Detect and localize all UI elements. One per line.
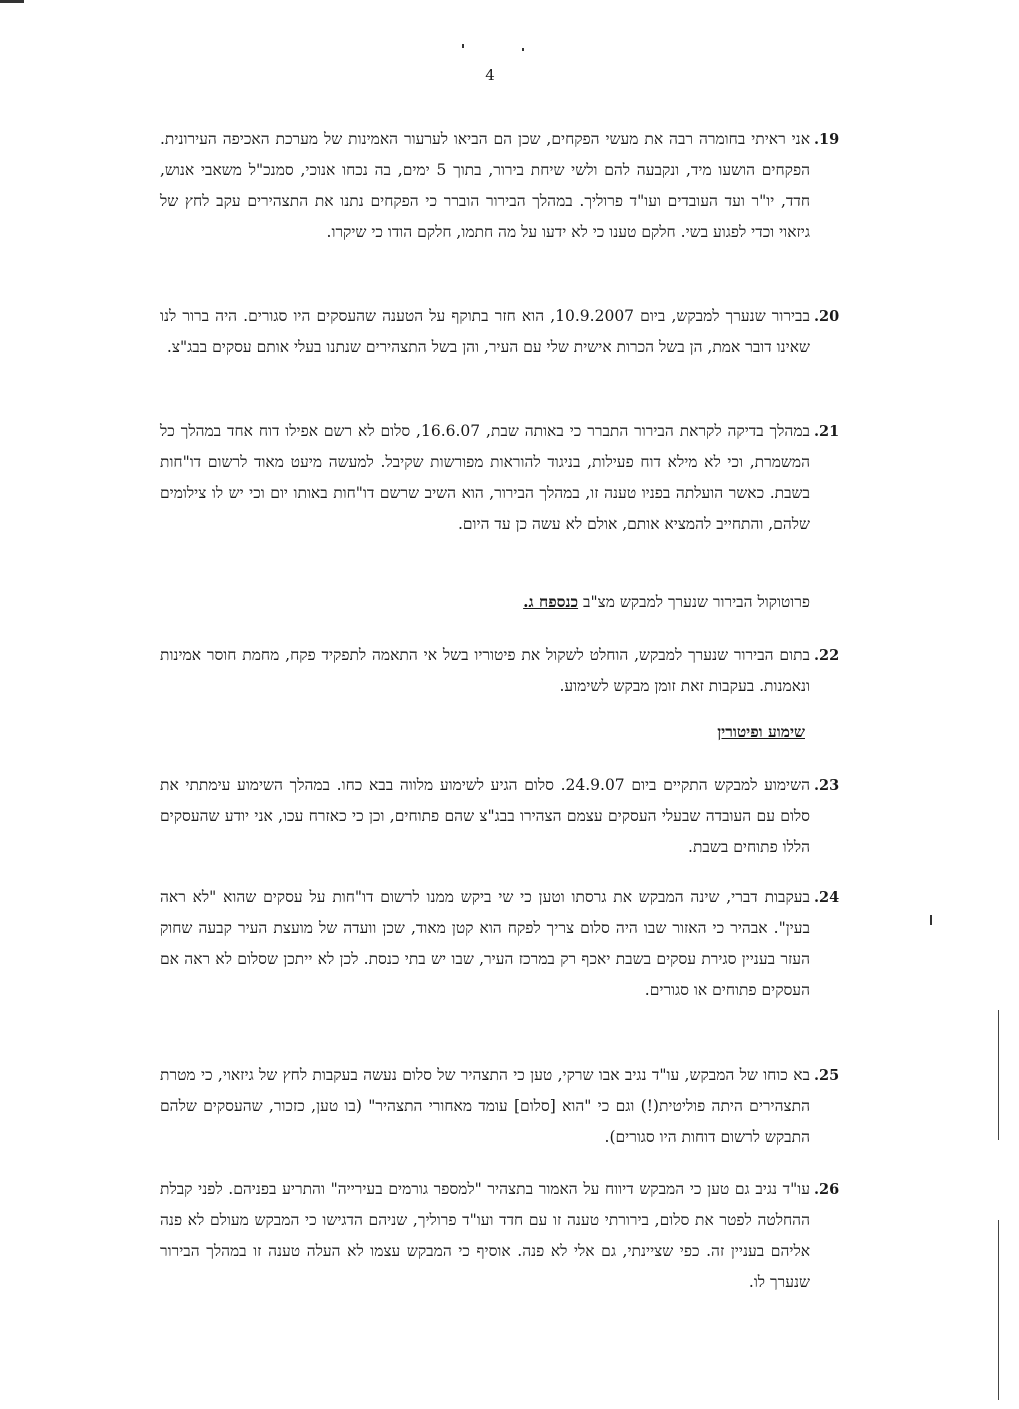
paragraph-number: .21 [814, 423, 840, 440]
section-heading: שימוע ופיטורין [717, 722, 805, 741]
paragraph-20 [160, 301, 840, 363]
paragraph-text: בא כוחו של המבקש, עו"ד נגיב אבו שרקי, טען כי התצהיר של סלום נעשה בעקבות לחץ של גיזאוי, כי מטרת התצהירים היתה פוליטית(!) וגם כי "הוא [סלום] עומד מאחורי התצהיר" (בו טען, כזכור, שהעסקים שלהם התבקש לרשום דוחות היו סגורים). [160, 1066, 810, 1146]
annex-text: פרוטוקול הבירור שנערך למבקש מצ"ב [583, 593, 810, 611]
annex-link[interactable]: כנספח ג. [523, 592, 579, 611]
scan-speck [930, 915, 932, 925]
paragraph-text: במהלך בדיקה לקראת הבירור התברר כי באותה שבת, 16.6.07, סלום לא רשם אפילו דוח אחד במהלך כל המשמרת, וכי לא מילא דוח פעילות, בניגוד להוראות מפורשות שקיבל. למעשה מיעט מאוד לרשום דו"חות בשבת. כאשר הועלתה בפניו טענה זו, במהלך הבירור, הוא השיב שרשם דו"חות באותו יום וכי יש לו צילומים שלהם, והתחייב להמציא אותם, אולם לא עשה כן עד היום. [160, 422, 810, 533]
annex-reference [160, 586, 810, 618]
scan-edge-line [998, 1220, 999, 1400]
paragraph-text: בעקבות דברי, שינה המבקש את גרסתו וטען כי שי ביקש ממנו לרשום דו"חות על עסקים שהוא "לא ראה בעין". אבהיר כי האזור שבו היה סלום צריך לפקח הוא קטן מאוד, שכן וועדה של מועצת העיר קבעה שחוק העזר בעניין סגירת עסקים בשבת יאכף רק במרכז העיר, שבו יש בתי כנסת. לכן לא ייתכן שסלום לא ראה אם העסקים פתוחים או סגורים. [160, 888, 810, 999]
paragraph-26 [160, 1174, 840, 1298]
paragraph-number: .19 [814, 131, 840, 148]
paragraph-number: .25 [814, 1067, 840, 1084]
paragraph-text: אני ראיתי בחומרה רבה את מעשי הפקחים, שכן הם הביאו לערעור האמינות של מערכת האכיפה העירונית. הפקחים הושעו מיד, ונקבעה להם ולשי שיחת בירור, בתוך 5 ימים, בה נכחו אנוכי, סמנכ"ל משאבי אנוש, חדד, יו"ר ועד העובדים ועו"ד פרוליך. במהלך הבירור הוברר כי הפקחים נתנו את התצהירים עקב לחץ של גיזאוי וכדי לפגוע בשי. חלקם טענו כי לא ידעו על מה חתמו, חלקם הודו כי שיקרו. [160, 130, 810, 241]
paragraph-21 [160, 416, 840, 540]
paragraph-text: בתום הבירור שנערך למבקש, הוחלט לשקול את פיטוריו בשל אי התאמה לתפקיד פקח, מחמת חוסר אמינות ונאמנות. בעקבות זאת זומן מבקש לשימוע. [160, 646, 810, 695]
paragraph-number: .26 [814, 1181, 840, 1198]
scan-corner-mark [0, 0, 24, 3]
paragraph-text: השימוע למבקש התקיים ביום 24.9.07. סלום הגיע לשימוע מלווה בבא כחו. במהלך השימוע עימתתי את סלום עם העובדה שבעלי העסקים עצמם הצהירו בבג"צ שהם פתוחים, וכן כי כאזרח עכו, אני יודע שהעסקים הללו פתוחים בשבת. [160, 776, 810, 856]
paragraph-text: עו"ד נגיב גם טען כי המבקש דיווח על האמור בתצהיר "למספר גורמים בעירייה" והתריע בפניהם. לפני קבלת ההחלטה לפטר את סלום, בירורתי טענה זו עם חדד ועו"ד פרוליך, שניהם הדגישו כי המבקש מעולם לא פנה אליהם בעניין זה. כפי שציינתי, גם אלי לא פנה. אוסיף כי המבקש עצמו לא העלה טענה זו במהלך הבירור שנערך לו. [160, 1180, 810, 1291]
paragraph-22 [160, 640, 840, 702]
paragraph-23 [160, 770, 840, 863]
paragraph-number: .24 [814, 889, 840, 906]
paragraph-19 [160, 124, 840, 248]
scan-edge-line [998, 1010, 999, 1140]
page-number: 4 [485, 66, 495, 84]
paragraph-number: .23 [814, 777, 840, 794]
paragraph-number: .22 [814, 647, 840, 664]
paragraph-number: .20 [814, 308, 840, 325]
scan-speck [462, 44, 464, 48]
scan-speck [522, 48, 524, 51]
paragraph-24 [160, 882, 840, 1006]
paragraph-25 [160, 1060, 840, 1153]
paragraph-text: בבירור שנערך למבקש, ביום 10.9.2007, הוא חזר בתוקף על הטענה שהעסקים היו סגורים. היה ברור לנו שאינו דובר אמת, הן בשל הכרות אישית שלי עם העיר, והן בשל התצהירים שנתנו בעלי אותם עסקים בבג"צ. [160, 307, 810, 356]
